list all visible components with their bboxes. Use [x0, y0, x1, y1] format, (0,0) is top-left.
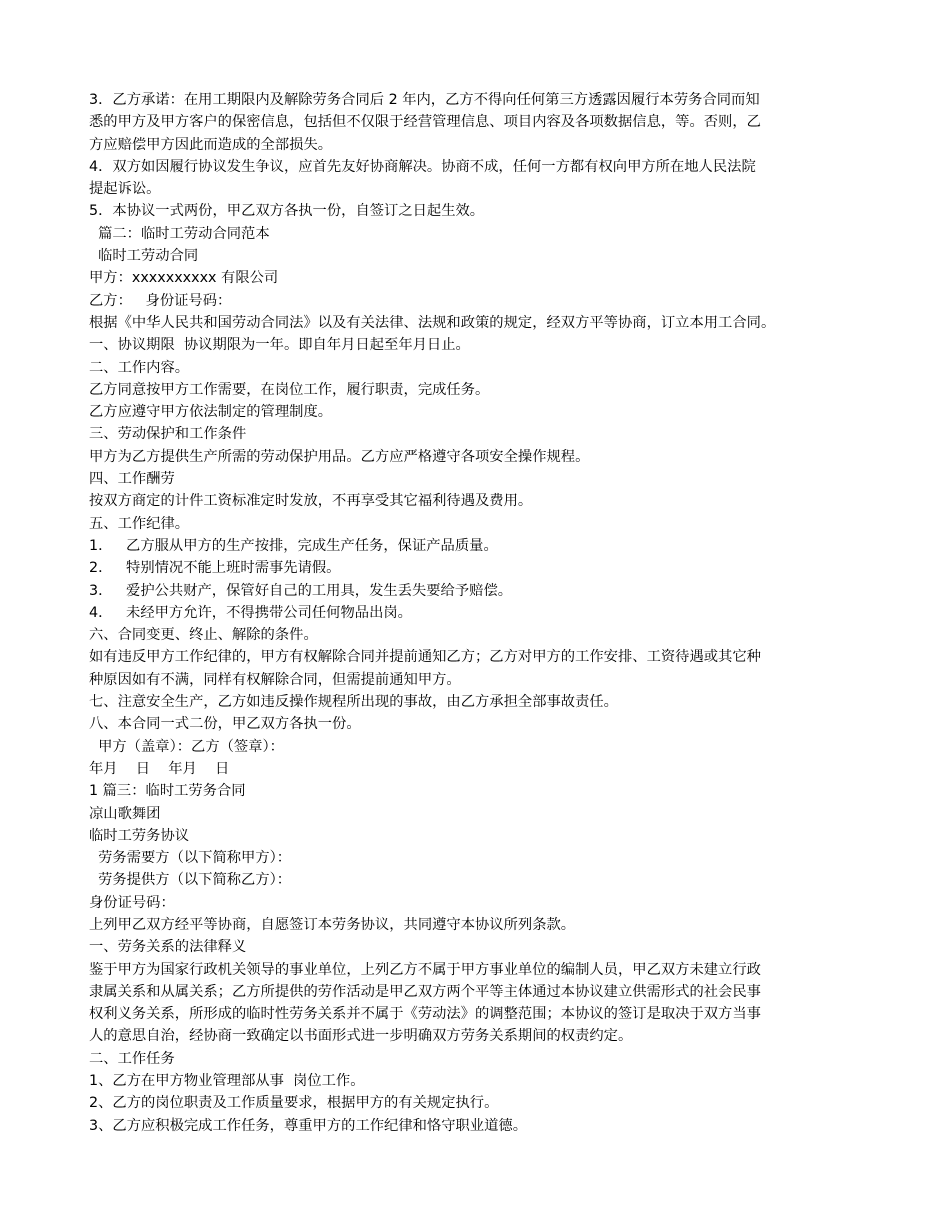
- text-line: 3、乙方应积极完成工作任务，尊重甲方的工作纪律和恪守职业道德。: [89, 1117, 527, 1134]
- document-page: [89, 89, 879, 1137]
- text-line: 身份证号码：: [89, 894, 175, 911]
- text-line: 二、工作内容。: [89, 359, 190, 376]
- text-line: 凉山歌舞团: [89, 805, 161, 822]
- text-line: 八、本合同一式二份，甲乙双方各执一份。: [89, 716, 361, 733]
- text-line: 劳务需要方（以下简称甲方）：: [89, 850, 292, 867]
- text-line: 悉的甲方及甲方客户的保密信息，包括但不仅限于经营管理信息、项目内容及各项数据信息，等。否则，乙: [89, 114, 761, 131]
- document-title: 临时工劳务协议: [89, 827, 190, 844]
- section-heading: 篇二：临时工劳动合同范本: [89, 225, 270, 242]
- date-line: 年月 日 年月 日: [89, 760, 230, 777]
- text-line: 权利义务关系，所形成的临时性劳务关系并不属于《劳动法》的调整范围；本协议的签订是取决于双方当事: [89, 1006, 761, 1023]
- text-line: 一、劳务关系的法律释义: [89, 939, 247, 956]
- text-line: 甲方为乙方提供生产所需的劳动保护用品。乙方应严格遵守各项安全操作规程。: [89, 448, 590, 465]
- text-line: 六、合同变更、终止、解除的条件。: [89, 627, 318, 644]
- text-line: 如有违反甲方工作纪律的，甲方有权解除合同并提前通知乙方；乙方对甲方的工作安排、工资待遇或其它种: [89, 649, 761, 666]
- text-line: 鉴于甲方为国家行政机关领导的事业单位，上列乙方不属于甲方事业单位的编制人员，甲乙双方未建立行政: [89, 961, 761, 978]
- text-line: 七、注意安全生产，乙方如违反操作规程所出现的事故，由乙方承担全部事故责任。: [89, 694, 618, 711]
- text-line: 2、乙方的岗位职责及工作质量要求，根据甲方的有关规定执行。: [89, 1095, 499, 1112]
- text-line: 提起诉讼。: [89, 181, 161, 198]
- text-line: 二、工作任务: [89, 1050, 175, 1067]
- text-line: 三、劳动保护和工作条件: [89, 426, 247, 443]
- section-heading: 1 篇三：临时工劳务合同: [89, 783, 246, 800]
- text-line: 方应赔偿甲方因此而造成的全部损失。: [89, 136, 333, 153]
- text-line: 5．本协议一式两份，甲乙双方各执一份，自签订之日起生效。: [89, 203, 485, 220]
- text-line: 乙方： 身份证号码：: [89, 292, 232, 309]
- text-line: 种原因如有不满，同样有权解除合同，但需提前通知甲方。: [89, 671, 461, 688]
- text-line: 甲方：xxxxxxxxxx 有限公司: [89, 270, 279, 287]
- text-line: 上列甲乙双方经平等协商，自愿签订本劳务协议，共同遵守本协议所列条款。: [89, 916, 576, 933]
- text-line: 一、协议期限 协议期限为一年。即自年月日起至年月日止。: [89, 337, 470, 354]
- text-line: 劳务提供方（以下简称乙方）：: [89, 872, 292, 889]
- text-line: 人的意思自治，经协商一致确定以书面形式进一步明确双方劳务关系期间的权责约定。: [89, 1028, 633, 1045]
- text-line: 2． 特别情况不能上班时需事先请假。: [89, 560, 341, 577]
- text-line: 3．乙方承诺：在用工期限内及解除劳务合同后 2 年内，乙方不得向任何第三方透露因履行本劳务合同而知: [89, 92, 760, 108]
- text-line: 隶属关系和从属关系；乙方所提供的劳作活动是甲乙双方两个平等主体通过本协议建立供需形式的社会民事: [89, 983, 761, 1000]
- text-line: 五、工作纪律。: [89, 515, 190, 532]
- document-title: 临时工劳动合同: [89, 248, 199, 265]
- text-line: 乙方应遵守甲方依法制定的管理制度。: [89, 404, 333, 421]
- text-line: 4．双方如因履行协议发生争议，应首先友好协商解决。协商不成，任何一方都有权向甲方所在地人民法院: [89, 158, 756, 175]
- text-line: 乙方同意按甲方工作需要，在岗位工作，履行职责，完成任务。: [89, 381, 490, 398]
- text-line: 1、乙方在甲方物业管理部从事 岗位工作。: [89, 1073, 365, 1090]
- text-line: 3． 爱护公共财产，保管好自己的工用具，发生丢失要给予赔偿。: [89, 582, 513, 599]
- text-line: 1． 乙方服从甲方的生产按排，完成生产任务，保证产品质量。: [89, 537, 498, 554]
- text-line: 4． 未经甲方允许，不得携带公司任何物品出岗。: [89, 604, 412, 621]
- text-line: 按双方商定的计件工资标准定时发放，不再享受其它福利待遇及费用。: [89, 493, 533, 510]
- text-line: 根据《中华人民共和国劳动合同法》以及有关法律、法规和政策的规定，经双方平等协商，订立本用工合同。: [89, 314, 776, 331]
- text-line: 四、工作酬劳: [89, 471, 175, 488]
- signature-line: 甲方（盖章）：乙方（签章）：: [89, 738, 284, 755]
